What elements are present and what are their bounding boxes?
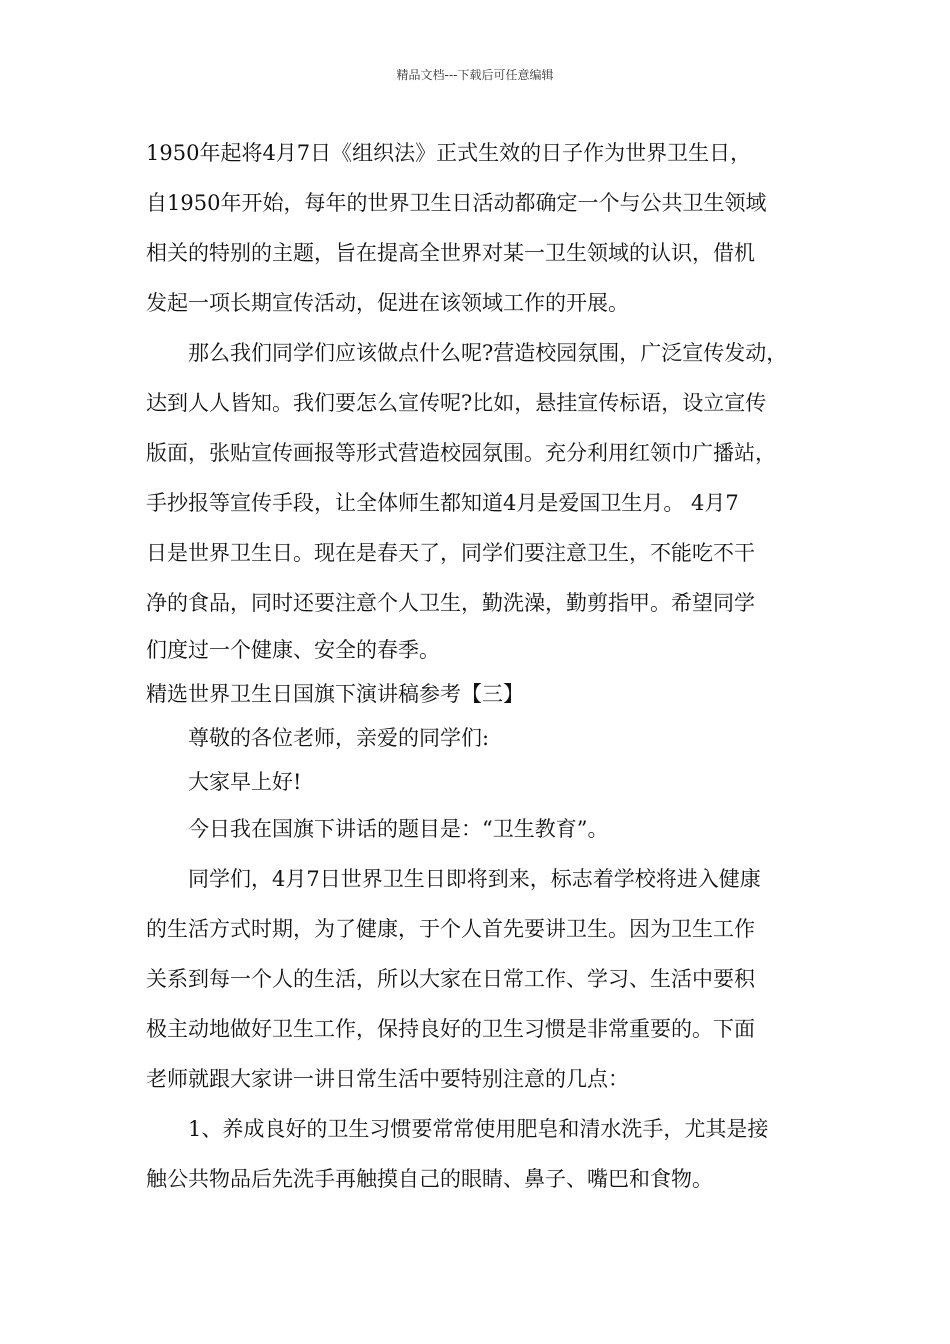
text-line: 1950年起将4月7日《组织法》正式生效的日子作为世界卫生日，: [146, 141, 752, 165]
text-line: 关系到每一个人的生活，所以大家在日常工作、学习、生活中要积: [146, 967, 755, 991]
text-line: 日是世界卫生日。现在是春天了，同学们要注意卫生，不能吃不干: [146, 541, 755, 565]
text-line: 自1950年开始，每年的世界卫生日活动都确定一个与公共卫生领域: [146, 191, 767, 215]
text-line: 触公共物品后先洗手再触摸自己的眼睛、鼻子、嘴巴和食物。: [146, 1167, 713, 1191]
text-line: 那么我们同学们应该做点什么呢?营造校园氛围，广泛宣传发动，: [188, 341, 788, 365]
text-line: 大家早上好!: [188, 770, 302, 794]
text-line: 净的食品，同时还要注意个人卫生，勤洗澡，勤剪指甲。希望同学: [146, 591, 755, 615]
text-line: 手抄报等宣传手段，让全体师生都知道4月是爱国卫生月。 4月7: [146, 491, 739, 515]
text-line: 尊敬的各位老师，亲爱的同学们:: [188, 726, 490, 750]
page-header: 精品文档---下载后可任意编辑: [396, 68, 554, 82]
text-line: 同学们，4月7日世界卫生日即将到来，标志着学校将进入健康: [188, 867, 761, 891]
text-line: 版面，张贴宣传画报等形式营造校园氛围。充分利用红领巾广播站，: [146, 441, 776, 465]
text-line: 今日我在国旗下讲话的题目是：“卫生教育”。: [188, 817, 609, 841]
text-line: 老师就跟大家讲一讲日常生活中要特别注意的几点：: [146, 1067, 629, 1091]
text-line: 发起一项长期宣传活动，促进在该领域工作的开展。: [146, 291, 629, 315]
document-body: [146, 128, 810, 1204]
text-line: 极主动地做好卫生工作，保持良好的卫生习惯是非常重要的。下面: [146, 1017, 755, 1041]
section-heading: 精选世界卫生日国旗下演讲稿参考【三】: [146, 682, 524, 706]
text-line: 达到人人皆知。我们要怎么宣传呢?比如，悬挂宣传标语，设立宣传: [146, 391, 767, 415]
text-line: 相关的特别的主题，旨在提高全世界对某一卫生领域的认识，借机: [146, 241, 755, 265]
text-line: 1、养成良好的卫生习惯要常常使用肥皂和清水洗手，尤其是接: [188, 1117, 769, 1141]
text-line: 的生活方式时期，为了健康，于个人首先要讲卫生。因为卫生工作: [146, 917, 755, 941]
text-line: 们度过一个健康、安全的春季。: [146, 638, 440, 662]
